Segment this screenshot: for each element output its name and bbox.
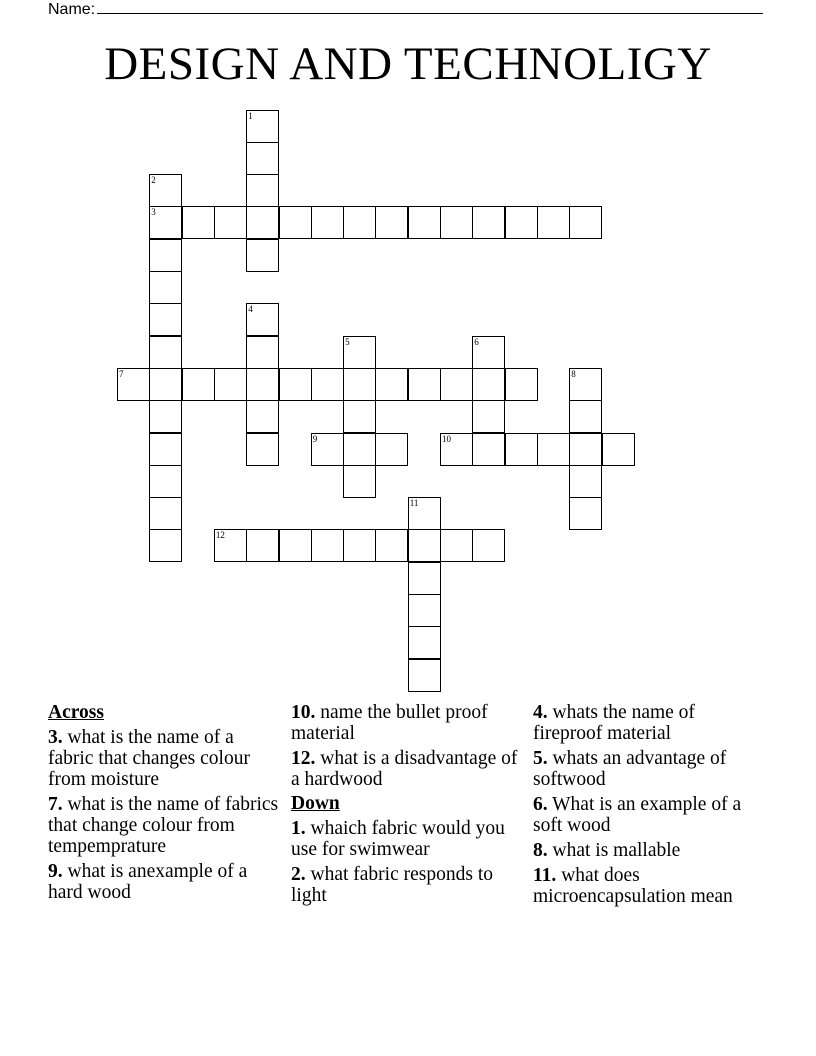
clue-number: 7 xyxy=(119,368,124,379)
clue-number: 2 xyxy=(151,175,156,186)
crossword-cell[interactable] xyxy=(408,594,441,627)
clue-text: what is the name of a fabric that changes colour from moisture xyxy=(48,727,250,790)
crossword-cell[interactable] xyxy=(246,174,279,207)
crossword-cell[interactable] xyxy=(472,368,505,401)
crossword-cell[interactable] xyxy=(246,368,279,401)
clue-number: 12 xyxy=(215,530,225,541)
clue-number: 3. xyxy=(48,727,63,748)
clue-item xyxy=(533,702,769,744)
clue-number: 6. xyxy=(533,794,548,815)
clue-text: What is an example of a soft wood xyxy=(533,794,742,836)
crossword-cell[interactable] xyxy=(505,206,538,239)
crossword-cell[interactable] xyxy=(149,174,182,207)
crossword-cell[interactable] xyxy=(343,206,376,239)
clue-item xyxy=(533,748,769,790)
crossword-cell[interactable] xyxy=(279,368,312,401)
crossword-cell[interactable] xyxy=(246,303,279,336)
clue-number: 10 xyxy=(442,433,451,444)
clue-text: whats the name of fireproof material xyxy=(533,702,695,744)
crossword-cell[interactable] xyxy=(569,465,602,498)
crossword-cell[interactable] xyxy=(117,368,150,401)
clue-number: 1. xyxy=(291,818,306,839)
crossword-cell[interactable] xyxy=(440,368,473,401)
clue-number: 2. xyxy=(291,864,306,885)
crossword-cell[interactable] xyxy=(149,336,182,369)
clue-item xyxy=(48,794,284,857)
crossword-cell[interactable] xyxy=(182,206,215,239)
crossword-cell[interactable] xyxy=(279,206,312,239)
crossword-cell[interactable] xyxy=(569,400,602,433)
crossword-cell[interactable] xyxy=(214,529,247,562)
clue-item xyxy=(48,861,284,903)
clues-column-2 xyxy=(291,702,527,910)
crossword-cell[interactable] xyxy=(472,529,505,562)
crossword-cell[interactable] xyxy=(440,433,473,466)
crossword-cell[interactable] xyxy=(472,206,505,239)
crossword-cell[interactable] xyxy=(149,497,182,530)
crossword-cell[interactable] xyxy=(246,433,279,466)
crossword-cell[interactable] xyxy=(182,368,215,401)
crossword-cell[interactable] xyxy=(375,433,408,466)
clue-text: what fabric responds to light xyxy=(291,864,493,906)
crossword-cell[interactable] xyxy=(569,433,602,466)
crossword-cell[interactable] xyxy=(149,303,182,336)
crossword-cell[interactable] xyxy=(408,659,441,692)
clue-number: 12. xyxy=(291,748,316,769)
page-title: DESIGN AND TECHNOLIGY xyxy=(104,38,712,90)
clue-item xyxy=(48,727,284,790)
crossword-cell[interactable] xyxy=(472,400,505,433)
crossword-cell[interactable] xyxy=(569,206,602,239)
clue-item xyxy=(291,748,527,790)
crossword-cell[interactable] xyxy=(311,368,344,401)
clue-number: 11 xyxy=(409,498,419,509)
crossword-cell[interactable] xyxy=(408,497,441,530)
crossword-cell[interactable] xyxy=(246,336,279,369)
clue-text: what is the name of fabrics that change colour from tempemprature xyxy=(48,794,279,857)
crossword-cell[interactable] xyxy=(246,110,279,143)
crossword-cell[interactable] xyxy=(505,433,538,466)
clues-column-3 xyxy=(533,702,769,911)
crossword-cell[interactable] xyxy=(149,239,182,272)
clue-text: whaich fabric would you use for swimwear xyxy=(291,818,505,860)
crossword-cell[interactable] xyxy=(408,562,441,595)
crossword-cell[interactable] xyxy=(569,497,602,530)
crossword-cell[interactable] xyxy=(311,206,344,239)
crossword-cell[interactable] xyxy=(602,433,635,466)
crossword-cell[interactable] xyxy=(246,206,279,239)
crossword-cell[interactable] xyxy=(343,465,376,498)
clue-item xyxy=(291,864,527,906)
clue-number: 10. xyxy=(291,702,316,723)
clue-text: whats an advantage of softwood xyxy=(533,748,727,790)
crossword-cell[interactable] xyxy=(149,206,182,239)
clue-item xyxy=(291,702,527,744)
crossword-cell[interactable] xyxy=(408,368,441,401)
clue-text: what is anexample of a hard wood xyxy=(48,861,248,903)
clue-number: 8. xyxy=(533,840,548,861)
crossword-cell[interactable] xyxy=(569,368,602,401)
clues-column-1 xyxy=(48,702,284,907)
crossword-cell[interactable] xyxy=(246,400,279,433)
crossword-cell[interactable] xyxy=(311,529,344,562)
crossword-cell[interactable] xyxy=(246,239,279,272)
clue-text: what is a disadvantage of a hardwood xyxy=(291,748,518,790)
crossword-cell[interactable] xyxy=(246,142,279,175)
clue-number: 9 xyxy=(312,433,318,444)
clue-number: 6 xyxy=(474,336,479,347)
crossword-cell[interactable] xyxy=(472,336,505,369)
clue-item xyxy=(533,865,769,907)
clue-number: 4 xyxy=(248,304,253,315)
clue-number: 5 xyxy=(345,336,350,347)
crossword-cell[interactable] xyxy=(279,529,312,562)
clue-number: 5. xyxy=(533,748,548,769)
clue-text: what is mallable xyxy=(547,840,681,861)
crossword-cell[interactable] xyxy=(537,433,570,466)
crossword-cell[interactable] xyxy=(537,206,570,239)
clue-number: 4. xyxy=(533,702,548,723)
crossword-cell[interactable] xyxy=(149,271,182,304)
clue-text: name the bullet proof material xyxy=(291,702,488,744)
clue-number: 7. xyxy=(48,794,63,815)
across-heading: Across xyxy=(48,702,104,723)
crossword-cell[interactable] xyxy=(149,433,182,466)
down-heading: Down xyxy=(291,793,340,814)
crossword-cell[interactable] xyxy=(246,529,279,562)
crossword-cell[interactable] xyxy=(505,368,538,401)
crossword-cell[interactable] xyxy=(343,336,376,369)
crossword-cell[interactable] xyxy=(375,368,408,401)
crossword-cell[interactable] xyxy=(408,529,441,562)
crossword-cell[interactable] xyxy=(149,400,182,433)
clue-item xyxy=(291,818,527,860)
crossword-cell[interactable] xyxy=(149,465,182,498)
crossword-cell[interactable] xyxy=(149,529,182,562)
clue-text: what does microencapsulation mean xyxy=(533,865,733,907)
crossword-cell[interactable] xyxy=(343,368,376,401)
crossword-cell[interactable] xyxy=(440,529,473,562)
crossword-cell[interactable] xyxy=(440,206,473,239)
clue-item xyxy=(533,794,769,836)
clue-number: 3 xyxy=(151,207,156,218)
crossword-cell[interactable] xyxy=(343,433,376,466)
crossword-cell[interactable] xyxy=(214,206,247,239)
clue-number: 9. xyxy=(48,861,63,882)
crossword-cell[interactable] xyxy=(343,529,376,562)
clue-number: 8 xyxy=(571,368,576,379)
crossword-cell[interactable] xyxy=(408,206,441,239)
crossword-cell[interactable] xyxy=(472,433,505,466)
clue-item xyxy=(533,840,769,861)
name-label: Name: xyxy=(48,1,96,18)
crossword-cell[interactable] xyxy=(214,368,247,401)
crossword-cell[interactable] xyxy=(149,368,182,401)
crossword-cell[interactable] xyxy=(343,400,376,433)
clue-number: 1 xyxy=(248,110,253,121)
crossword-cell[interactable] xyxy=(311,433,344,466)
crossword-cell[interactable] xyxy=(408,626,441,659)
crossword-cell[interactable] xyxy=(375,206,408,239)
crossword-cell[interactable] xyxy=(375,529,408,562)
clue-number: 11. xyxy=(533,865,557,886)
